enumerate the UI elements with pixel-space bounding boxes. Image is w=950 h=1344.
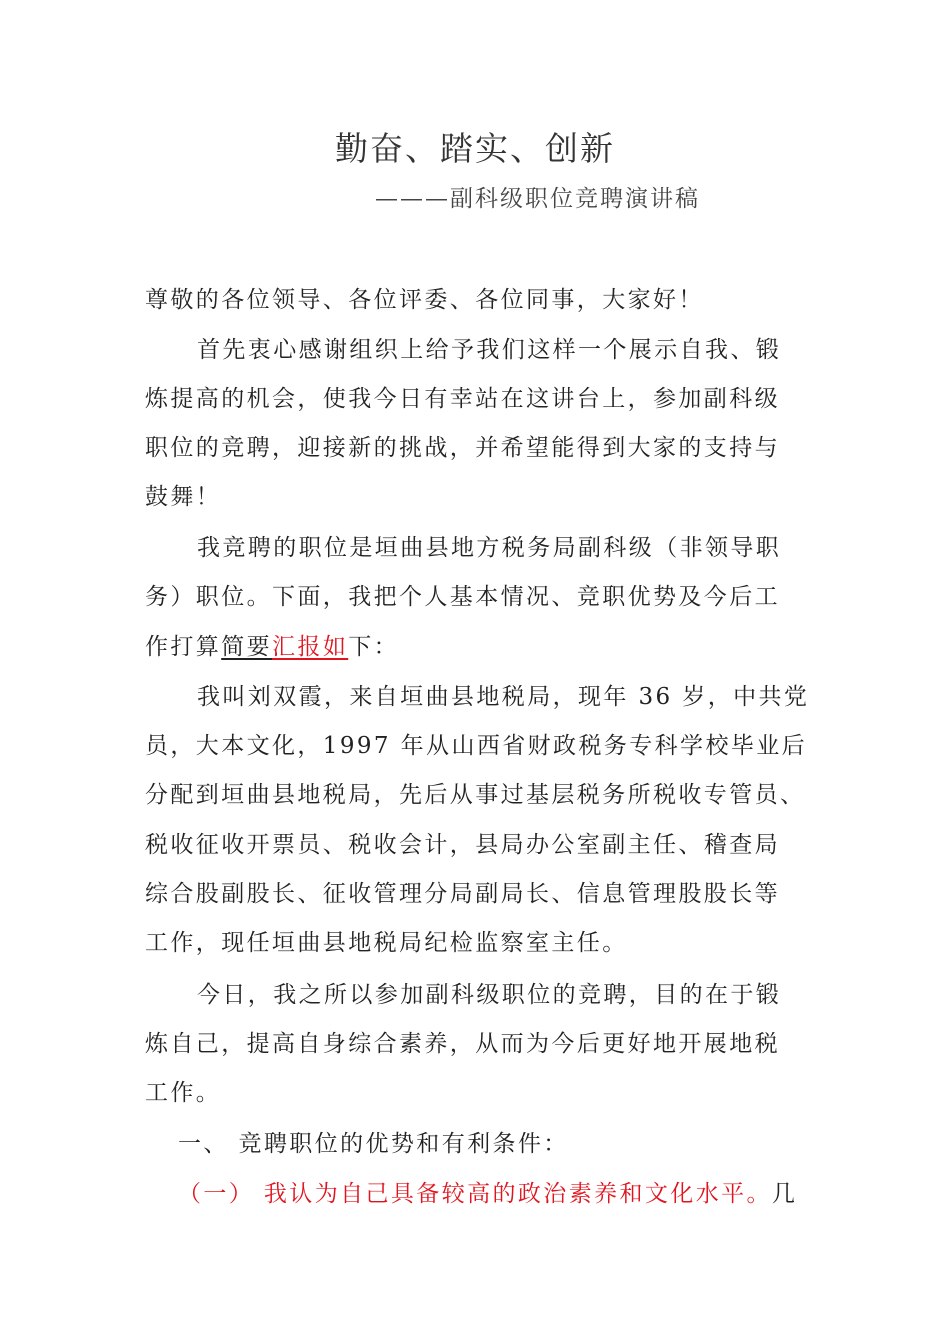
text-run: 几: [771, 1181, 798, 1207]
paragraph-line: 员，大本文化，1997 年从山西省财政税务专科学校毕业后: [145, 733, 808, 759]
document-subtitle: ———副科级职位竞聘演讲稿: [375, 186, 700, 212]
underlined-text: 简要: [221, 634, 273, 660]
red-heading-text: （一） 我认为自己具备较高的政治素养和文化水平。: [178, 1181, 772, 1207]
paragraph-line: 今日，我之所以参加副科级职位的竞聘，目的在于锻: [197, 982, 782, 1008]
red-underlined-text: 汇报如: [272, 634, 349, 660]
paragraph-line: 我竞聘的职位是垣曲县地方税务局副科级（非领导职: [197, 535, 782, 561]
paragraph-line: 分配到垣曲县地税局，先后从事过基层税务所税收专管员、: [145, 782, 806, 808]
text-run: 下：: [348, 634, 400, 660]
paragraph-line: 工作。: [145, 1080, 222, 1106]
section-heading: 一、 竞聘职位的优势和有利条件：: [178, 1131, 569, 1157]
paragraph-line-mixed: [145, 630, 399, 664]
paragraph-line: 鼓舞！: [145, 484, 222, 510]
paragraph-line: 职位的竞聘，迎接新的挑战，并希望能得到大家的支持与: [145, 435, 780, 461]
subsection-heading: [178, 1177, 797, 1211]
paragraph-line: 综合股副股长、征收管理分局副局长、信息管理股股长等: [145, 881, 780, 907]
document-title: 勤奋、踏实、创新: [335, 129, 615, 168]
paragraph-line: 工作，现任垣曲县地税局纪检监察室主任。: [145, 930, 628, 956]
paragraph-line: 务）职位。下面，我把个人基本情况、竞职优势及今后工: [145, 584, 780, 610]
paragraph-line: 炼提高的机会，使我今日有幸站在这讲台上，参加副科级: [145, 386, 780, 412]
greeting-line: 尊敬的各位领导、各位评委、各位同事，大家好！: [145, 287, 704, 313]
paragraph-line: 税收征收开票员、税收会计，县局办公室副主任、稽查局: [145, 832, 780, 858]
text-run: 作打算: [145, 634, 222, 660]
paragraph-line: 炼自己，提高自身综合素养，从而为今后更好地开展地税: [145, 1031, 780, 1057]
paragraph-line: 首先衷心感谢组织上给予我们这样一个展示自我、锻: [197, 337, 782, 363]
paragraph-line: 我叫刘双霞，来自垣曲县地税局，现年 36 岁，中共党: [197, 684, 810, 710]
